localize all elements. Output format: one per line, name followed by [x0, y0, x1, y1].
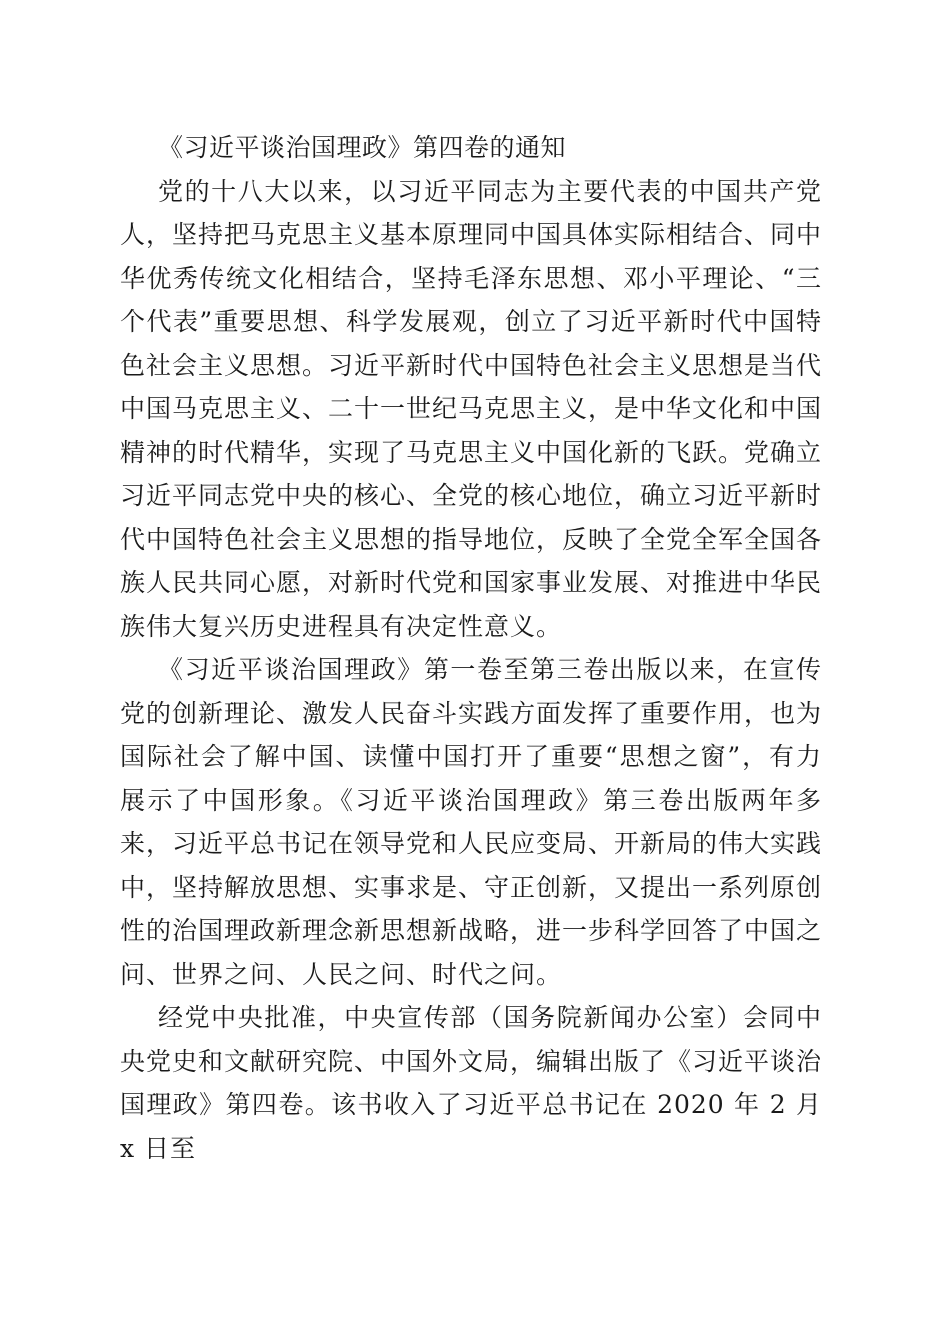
document-body: [120, 126, 822, 1170]
paragraph-1: 党的十八大以来，以习近平同志为主要代表的中国共产党人，坚持把马克思主义基本原理同中国具体实际相结合、同中华优秀传统文化相结合，坚持毛泽东思想、邓小平理论、“三个代表”重要思想、科学发展观，创立了习近平新时代中国特色社会主义思想。习近平新时代中国特色社会主义思想是当代中国马克思主义、二十一世纪马克思主义，是中华文化和中国精神的时代精华，实现了马克思主义中国化新的飞跃。党确立习近平同志党中央的核心、全党的核心地位，确立习近平新时代中国特色社会主义思想的指导地位，反映了全党全军全国各族人民共同心愿，对新时代党和国家事业发展、对推进中华民族伟大复兴历史进程具有决定性意义。: [120, 176, 823, 641]
document-title: 《习近平谈治国理政》第四卷的通知: [158, 133, 567, 162]
paragraph-2: 《习近平谈治国理政》第一卷至第三卷出版以来，在宣传党的创新理论、激发人民奋斗实践方面发挥了重要作用，也为国际社会了解中国、读懂中国打开了重要“思想之窗”，有力展示了中国形象。《习近平谈治国理政》第三卷出版两年多来，习近平总书记在领导党和人民应变局、开新局的伟大实践中，坚持解放思想、实事求是、守正创新，又提出一系列原创性的治国理政新理念新思想新战略，进一步科学回答了中国之问、世界之问、人民之问、时代之问。: [120, 655, 823, 989]
paragraph-3: 经党中央批准，中央宣传部（国务院新闻办公室）会同中央党史和文献研究院、中国外文局，编辑出版了《习近平谈治国理政》第四卷。该书收入了习近平总书记在 2020 年 2 月 x 日至: [120, 1003, 823, 1163]
